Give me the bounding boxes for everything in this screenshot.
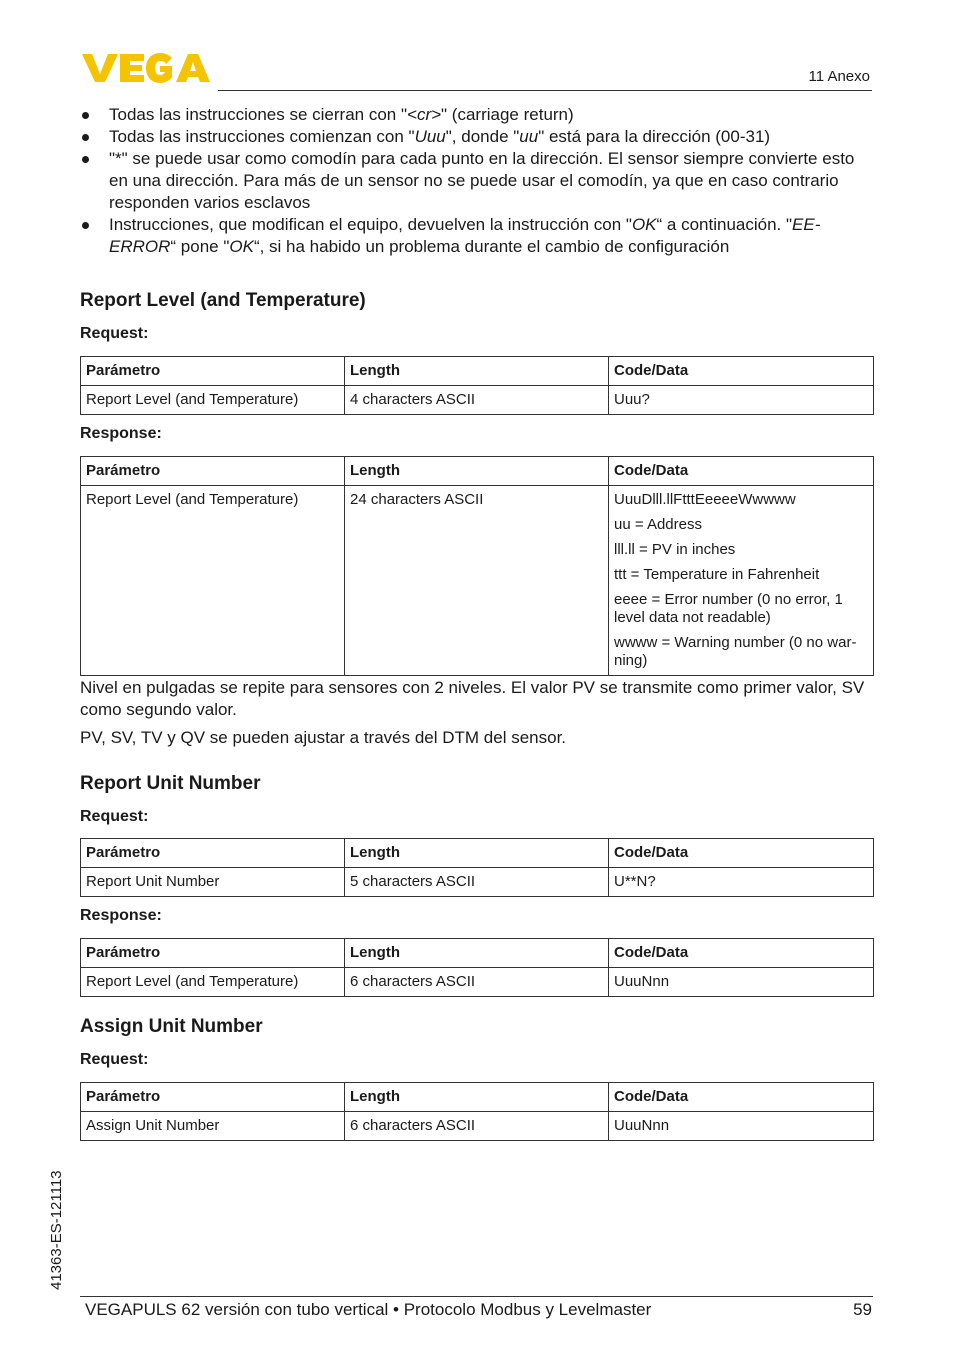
vega-logo-mark — [80, 50, 212, 86]
report-unit-request-table — [80, 838, 874, 897]
table-header: Parámetro — [81, 457, 345, 486]
table-cell: Report Level (and Temperature) — [81, 968, 345, 997]
section-title-assign-unit: Assign Unit Number — [80, 1016, 263, 1037]
note-dtm: PV, SV, TV y QV se pueden ajustar a través del DTM del sensor. — [80, 728, 567, 747]
list-item: "*" se puede usar como comodín para cada punto en la dirección. El sensor siempre convierte esto en una dirección. Para más de un sensor no se puede usar el comodín, ya que en caso contrario responden varios esclavos — [80, 148, 873, 214]
request-label: Request: — [80, 1051, 149, 1068]
response-label: Response: — [80, 907, 162, 924]
report-unit-response-table — [80, 938, 874, 997]
code-data-line: UuuDlll.llFtttEeeeeWwwww — [614, 491, 796, 508]
table-header: Length — [345, 357, 609, 386]
table-cell: 6 characters ASCII — [345, 968, 609, 997]
section-title-report-level: Report Level (and Temperature) — [80, 290, 366, 311]
table-cell: 6 characters ASCII — [345, 1112, 609, 1141]
table-header: Length — [345, 939, 609, 968]
code-data-line: lll.ll = PV in inches — [614, 541, 736, 558]
response-label: Response: — [80, 425, 162, 442]
table-header-row — [81, 839, 874, 868]
table-header-row — [81, 1083, 874, 1112]
table-row — [81, 386, 874, 415]
list-item: Todas las instrucciones comienzan con "Uuu", donde "uu" está para la dirección (00-31) — [80, 126, 873, 148]
report-level-request-table — [80, 356, 874, 415]
table-cell: Report Level (and Temperature) — [81, 386, 345, 415]
list-item: Instrucciones, que modifican el equipo, devuelven la instrucción con "OK“ a continuación. "EE-ERROR“ pone "OK“, si ha habido un problema durante el cambio de configuración — [80, 214, 873, 258]
italic-term: uu — [519, 127, 539, 146]
table-cell: Report Level (and Temperature) — [81, 486, 345, 676]
table-header: Code/Data — [609, 1083, 874, 1112]
table-header-row — [81, 457, 874, 486]
table-header: Code/Data — [609, 357, 874, 386]
page-number: 59 — [853, 1300, 872, 1319]
page-content — [80, 104, 873, 1141]
table-header: Parámetro — [81, 357, 345, 386]
italic-term: <cr> — [407, 105, 442, 124]
table-header: Code/Data — [609, 939, 874, 968]
document-code: 41363-ES-121113 — [48, 1170, 65, 1290]
code-data-line: ttt = Temperature in Fahrenheit — [614, 566, 820, 583]
table-header-row — [81, 939, 874, 968]
table-cell: 24 characters ASCII — [345, 486, 609, 676]
footer-title: VEGAPULS 62 versión con tubo vertical • Protocolo Modbus y Levelmaster — [85, 1300, 652, 1319]
instruction-list — [80, 104, 873, 258]
table-cell: 5 characters ASCII — [345, 868, 609, 897]
code-data-line: uu = Address — [614, 516, 702, 533]
section-title-report-unit: Report Unit Number — [80, 773, 261, 794]
italic-term: EE-ERROR — [109, 215, 821, 256]
table-header: Length — [345, 457, 609, 486]
table-cell: Report Unit Number — [81, 868, 345, 897]
list-item: Todas las instrucciones se cierran con "<cr>" (carriage return) — [80, 104, 873, 126]
table-header-row — [81, 357, 874, 386]
table-header: Code/Data — [609, 839, 874, 868]
table-cell: Uuu? — [609, 386, 874, 415]
table-header: Parámetro — [81, 939, 345, 968]
table-cell: 4 characters ASCII — [345, 386, 609, 415]
vega-logo — [80, 50, 212, 86]
italic-term: OK — [229, 237, 254, 256]
code-data-line: eeee = Error number (0 no error, 1 level data not readable) — [614, 591, 843, 626]
request-label: Request: — [80, 325, 149, 342]
table-row — [81, 968, 874, 997]
table-cell: Assign Unit Number — [81, 1112, 345, 1141]
table-row — [81, 486, 874, 676]
footer-rule — [80, 1296, 873, 1297]
italic-term: Uuu — [414, 127, 446, 146]
table-row — [81, 1112, 874, 1141]
table-header: Length — [345, 1083, 609, 1112]
table-header: Parámetro — [81, 839, 345, 868]
table-header: Parámetro — [81, 1083, 345, 1112]
code-data-line: wwww = Warning number (0 no war-ning) — [614, 634, 857, 669]
note-levels: Nivel en pulgadas se repite para sensores con 2 niveles. El valor PV se transmite como primer valor, SV como segundo valor. — [80, 678, 865, 719]
request-label: Request: — [80, 808, 149, 825]
table-cell: U**N? — [609, 868, 874, 897]
report-level-response-table — [80, 456, 874, 676]
table-cell: UuuNnn — [609, 1112, 874, 1141]
table-header: Length — [345, 839, 609, 868]
table-header: Code/Data — [609, 457, 874, 486]
table-cell: UuuNnn — [609, 968, 874, 997]
table-row — [81, 868, 874, 897]
header-rule — [218, 90, 872, 91]
italic-term: OK — [631, 215, 657, 234]
code-data-cell — [609, 486, 874, 676]
section-label: 11 Anexo — [808, 68, 870, 85]
assign-unit-request-table — [80, 1082, 874, 1141]
